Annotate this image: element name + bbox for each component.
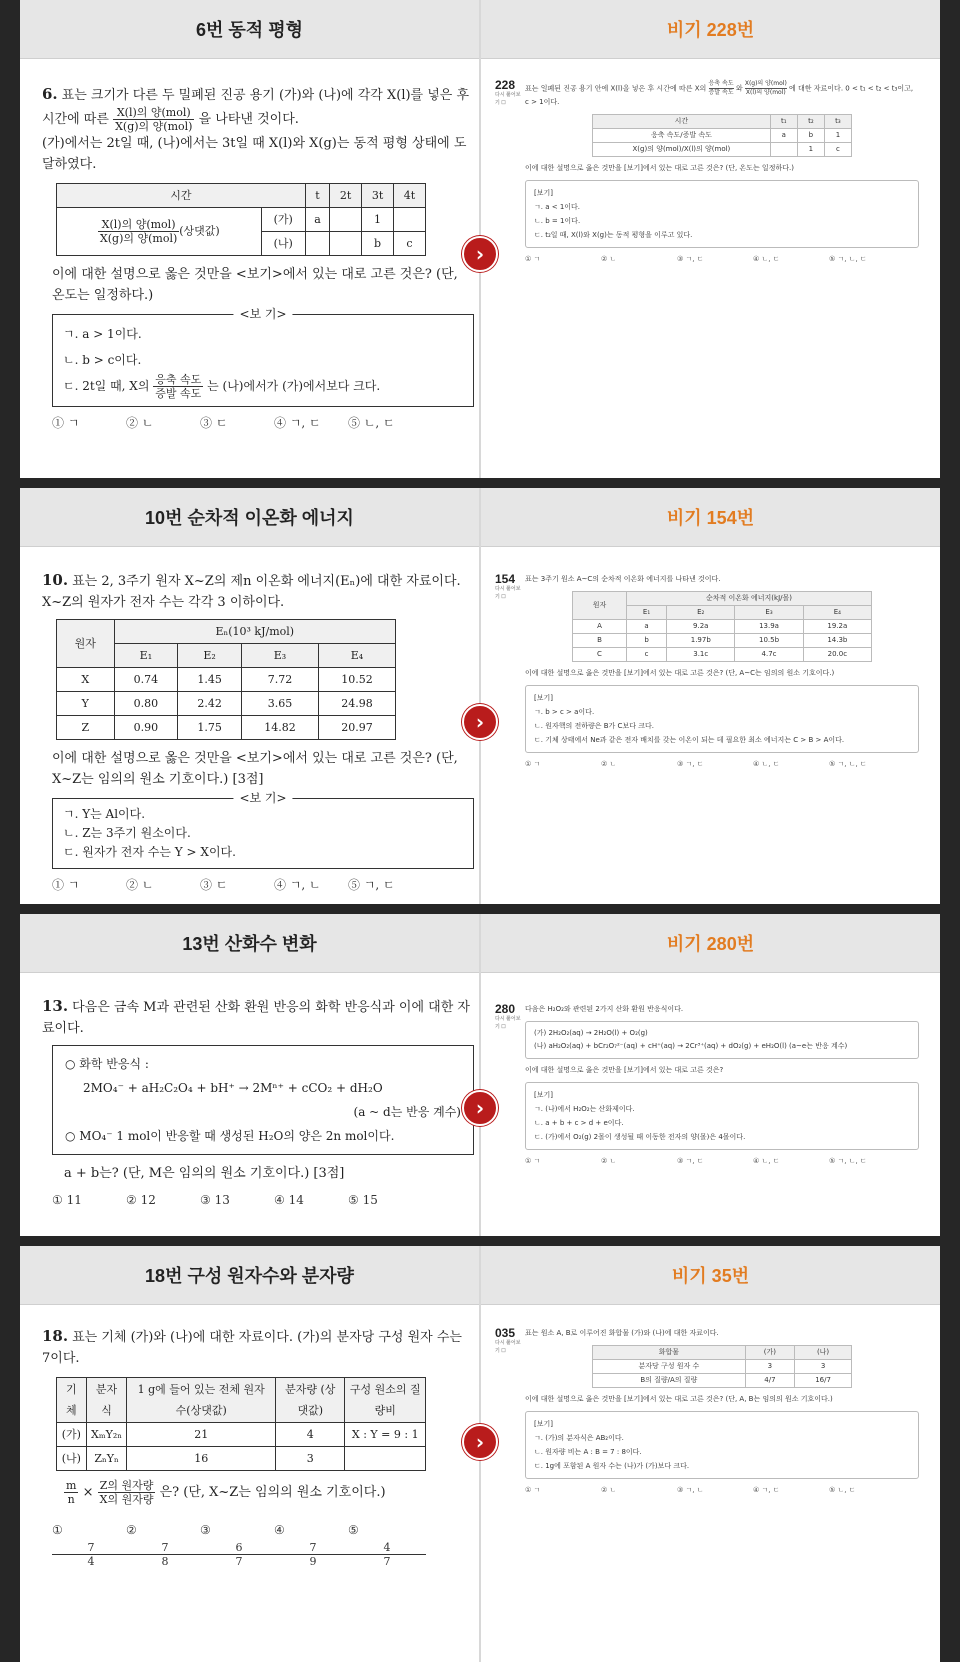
right-title: 비기 35번	[481, 1246, 940, 1305]
ref-bogi-box: [보기] ㄱ. (가)의 분자식은 AB₂이다. ㄴ. 원자량 비는 A : B = 7 : 8이다. ㄷ. 1g에 포함된 A 원자 수는 (나)가 (가)보다 크다.	[525, 1411, 919, 1479]
fraction: $\frac{\text{X(l)의 양(mol)}}{\text{X(g)의 양(mol)}}$	[115, 106, 193, 133]
answer-choices: ① $\frac{7}{4}$ ② $\frac{7}{8}$ ③ $\frac{6}{7}$ ④ $\frac{7}{9}$ ⑤ $\frac{4}{7}$	[52, 1520, 474, 1568]
left-title: 10번 순차적 이온화 에너지	[20, 488, 479, 547]
left-title: 13번 산화수 변화	[20, 914, 479, 973]
bogi-box: <보 기> ㄱ. a > 1이다. ㄴ. b > c이다. ㄷ. 2t일 때, X의 $\frac{\text{응축 속도}}{\text{증발 속도}}$ 는 (나)에서가 (가)에서보다 크다.	[52, 314, 474, 407]
ref-table: 시간 t₁ t₂ t₃ 응축 속도/증발 속도 a b 1 X(g)의 양(mol)/X(l)의 양(mol) 1 c	[592, 114, 852, 157]
arrow-right-icon[interactable]: ›	[462, 236, 498, 272]
ref-answer-choices: ① ㄱ ② ㄴ ③ ㄱ, ㄷ ④ ㄴ, ㄷ ⑤ ㄱ, ㄴ, ㄷ	[525, 255, 867, 263]
exam-question: 18. 표는 기체 (가)와 (나)에 대한 자료이다. (가)의 분자당 구성 원자 수는 7이다. 기체 분자식 1 g에 들어 있는 전체 원자 수(상댓값) 분자량 (상댓값) 구성 원소의 질량비 (가) XₘY₂ₙ 21 4 X : Y = 9 : 1 (나) ZₙYₙ 16 3 $\frac{m}{n}$ × $\frac{\text{Z의 원자량}}{\text{X의 원자량}}$ 은? (단, X~Z는 임의의 원소 기호이다.) ① $\frac{7}{4}$ ② $\frac{7}{8}$ ③ $\frac{6}{7}$ ④ $\frac{7}{9}$ ⑤ $\frac{4}{7}$	[42, 1326, 474, 1568]
data-table: 기체 분자식 1 g에 들어 있는 전체 원자 수(상댓값) 분자량 (상댓값) 구성 원소의 질량비 (가) XₘY₂ₙ 21 4 X : Y = 9 : 1 (나) ZₙYₙ 16 3	[56, 1377, 426, 1471]
ref-bogi-box: [보기] ㄱ. b > c > a이다. ㄴ. 원자핵의 전하량은 B가 C보다 크다. ㄷ. 기체 상태에서 Ne과 같은 전자 배치를 갖는 이온이 되는 데 필요한 최소 에너지는 C > B > A이다.	[525, 685, 919, 753]
comparison-panel-3	[20, 914, 940, 1236]
comparison-panel-2	[20, 488, 940, 904]
divider	[479, 488, 481, 904]
left-title: 6번 동적 평형	[20, 0, 479, 59]
exam-question: 6. 표는 크기가 다른 두 밀폐된 진공 용기 (가)와 (나)에 각각 X(l)를 넣은 후 시간에 따른 $\frac{\text{X(l)의 양(mol)}}{\text{X(g)의 양(mol)}}$ 을 나타낸 것이다. (가)에서는 2t일 때, (나)에서는 3t일 때 X(l)와 X(g)는 동적 평형 상태에 도달하였다. 시간 t 2t 3t 4t $\frac{\text{X(l)의 양(mol)}}{\text{X(g)의 양(mol)}}$ (상댓값) (가) a 1 (나) b c 이에 대한 설명으로 옳은 것만을 <보기>에서 있는 대로 고른 것은? (단, 온도는 일정하다.) <보 기> ㄱ. a > 1이다. ㄴ. b > c이다. ㄷ. 2t일 때, X의 $\frac{\text{응축 속도}}{\text{증발 속도}}$ 는 (나)에서가 (가)에서보다 크다. ① ㄱ ② ㄴ ③ ㄷ ④ ㄱ, ㄷ ⑤ ㄴ, ㄷ	[42, 84, 474, 434]
formula-line: $\frac{m}{n}$ × $\frac{\text{Z의 원자량}}{\text{X의 원자량}}$ 은? (단, X~Z는 임의의 원소 기호이다.)	[66, 1479, 386, 1506]
question-number: 6.	[42, 85, 58, 103]
answer-choices: ① 11 ② 12 ③ 13 ④ 14 ⑤ 15	[52, 1193, 378, 1207]
data-table: 원자 Eₙ(10³ kJ/mol) E₁ E₂ E₃ E₄ X 0.74 1.45 7.72 10.52 Y 0.80 2.42 3.65 24.98 Z 0.90 1.75 14.82 20.97	[56, 619, 396, 740]
exam-question: 13. 다음은 금속 M과 관련된 산화 환원 반응의 화학 반응식과 이에 대한 자료이다. ○ 화학 반응식 : 2MO₄⁻ + aH₂C₂O₄ + bH⁺ → 2Mⁿ⁺ + cCO₂ + dH₂O (a ~ d는 반응 계수) ○ MO₄⁻ 1 mol이 반응할 때 생성된 H₂O의 양은 2n mol이다. a + b는? (단, M은 임의의 원소 기호이다.) [3점] ① 11 ② 12 ③ 13 ④ 14 ⑤ 15	[42, 996, 474, 1211]
answer-choices: ① ㄱ ② ㄴ ③ ㄷ ④ ㄱ, ㄴ ⑤ ㄱ, ㄷ	[52, 878, 395, 892]
comparison-panel-4	[20, 1246, 940, 1662]
arrow-right-icon[interactable]: ›	[462, 1424, 498, 1460]
right-title: 비기 228번	[481, 0, 940, 59]
data-table: 시간 t 2t 3t 4t $\frac{\text{X(l)의 양(mol)}}{\text{X(g)의 양(mol)}}$ (상댓값) (가) a 1 (나) b c	[56, 183, 426, 256]
reference-question: 228 다시 풀어보기 ☐ 표는 일폐된 진공 용기 안에 X(l)을 넣은 후 시간에 따른 X의 응축 속도 증발 속도 와 X(g)의 양(mol) X(l)의 양(mol) 에 대한 자료이다. 0 < t₁ < t₂ < t₃이고, c > 1이다. 시간 t₁ t₂ t₃ 응축 속도/증발 속도 a b 1 X(g)의 양(mol)/X(l)의 양(mol) 1 c 이에 대한 설명으로 옳은 것만을 [보기]에서 있는 대로 고른 것은? (단, 온도는 일정하다.) [보기] ㄱ. a < 1이다. ㄴ. b = 1이다. ㄷ. t₂일 때, X(l)와 X(g)는 동적 평형을 이루고 있다. ① ㄱ ② ㄴ ③ ㄱ, ㄷ ④ ㄴ, ㄷ ⑤ ㄱ, ㄴ, ㄷ	[495, 80, 925, 265]
bogi-box: <보 기> ㄱ. Y는 Al이다. ㄴ. Z는 3주기 원소이다. ㄷ. 원자가 전자 수는 Y > X이다.	[52, 798, 474, 869]
equation-box: ○ 화학 반응식 : 2MO₄⁻ + aH₂C₂O₄ + bH⁺ → 2Mⁿ⁺ + cCO₂ + dH₂O (a ~ d는 반응 계수) ○ MO₄⁻ 1 mol이 반응할 때 생성된 H₂O의 양은 2n mol이다.	[52, 1045, 474, 1155]
reference-question: 154 다시 풀어보기 ☐ 표는 3주기 원소 A~C의 순차적 이온화 에너지를 나타낸 것이다. 원자 순차적 이온화 에너지(kJ/몰) E₁ E₂ E₃ E₄ A a 9.2a 13.9a 19.2a B b 1.97b 10.5b 14.3b C c 3.1c 4.7c 20.0c 이에 대한 설명으로 옳은 것만을 [보기]에서 있는 대로 고른 것은? (단, A~C는 임의의 원소 기호이다.) [보기] ㄱ. b > c > a이다. ㄴ. 원자핵의 전하량은 B가 C보다 크다. ㄷ. 기체 상태에서 Ne과 같은 전자 배치를 갖는 이온이 되는 데 필요한 최소 에너지는 C > B > A이다. ① ㄱ ② ㄴ ③ ㄱ, ㄷ ④ ㄴ, ㄷ ⑤ ㄱ, ㄴ, ㄷ	[495, 574, 925, 770]
reference-question: 280 다시 풀어보기 ☐ 다음은 H₂O₂와 관련된 2가지 산화 환원 반응식이다. (가) 2H₂O₂(aq) → 2H₂O(l) + O₂(g) (나) aH₂O₂(aq) + bCr₂O₇²⁻(aq) + cH⁺(aq) → 2Cr³⁺(aq) + dO₂(g) + eH₂O(l) (a~e는 반응 계수) 이에 대한 설명으로 옳은 것만을 [보기]에서 있는 대로 고른 것은? [보기] ㄱ. (나)에서 H₂O₂는 산화제이다. ㄴ. a + b + c > d + e이다. ㄷ. (가)에서 O₂(g) 2몰이 생성될 때 이동한 전자의 양(몰)은 4몰이다. ① ㄱ ② ㄴ ③ ㄱ, ㄷ ④ ㄴ, ㄷ ⑤ ㄱ, ㄴ, ㄷ	[495, 1004, 925, 1167]
left-title: 18번 구성 원자수와 분자량	[20, 1246, 479, 1305]
ref-table: 원자 순차적 이온화 에너지(kJ/몰) E₁ E₂ E₃ E₄ A a 9.2a 13.9a 19.2a B b 1.97b 10.5b 14.3b C c 3.1c 4.7c 20.0c	[572, 591, 872, 662]
ref-bogi-box: [보기] ㄱ. a < 1이다. ㄴ. b = 1이다. ㄷ. t₂일 때, X(l)와 X(g)는 동적 평형을 이루고 있다.	[525, 180, 919, 248]
right-title: 비기 154번	[481, 488, 940, 547]
comparison-panel-1	[20, 0, 940, 478]
ref-answer-choices: ① ㄱ ② ㄴ ③ ㄱ, ㄷ ④ ㄴ, ㄷ ⑤ ㄱ, ㄴ, ㄷ	[525, 1157, 867, 1165]
ref-bogi-box: [보기] ㄱ. (나)에서 H₂O₂는 산화제이다. ㄴ. a + b + c > d + e이다. ㄷ. (가)에서 O₂(g) 2몰이 생성될 때 이동한 전자의 양(몰)은 4몰이다.	[525, 1082, 919, 1150]
arrow-right-icon[interactable]: ›	[462, 1090, 498, 1126]
ref-equation-box: (가) 2H₂O₂(aq) → 2H₂O(l) + O₂(g) (나) aH₂O₂(aq) + bCr₂O₇²⁻(aq) + cH⁺(aq) → 2Cr³⁺(aq) + dO₂(g) + eH₂O(l) (a~e는 반응 계수)	[525, 1021, 919, 1059]
answer-choices: ① ㄱ ② ㄴ ③ ㄷ ④ ㄱ, ㄷ ⑤ ㄴ, ㄷ	[52, 416, 395, 430]
question-text: (가)에서는 2t일 때, (나)에서는 3t일 때 X(l)와 X(g)는 동적 평형 상태에 도달하였다.	[42, 136, 467, 172]
question-prompt: 이에 대한 설명으로 옳은 것만을 <보기>에서 있는 대로 고른 것은? (단, 온도는 일정하다.)	[52, 267, 458, 303]
ref-table: 화합물 (가) (나) 분자당 구성 원자 수 3 3 B의 질량/A의 질량 4/7 16/7	[592, 1345, 852, 1388]
ref-answer-choices: ① ㄱ ② ㄴ ③ ㄱ, ㄴ ④ ㄱ, ㄷ ⑤ ㄴ, ㄷ	[525, 1486, 856, 1494]
arrow-right-icon[interactable]: ›	[462, 704, 498, 740]
right-title: 비기 280번	[481, 914, 940, 973]
ref-answer-choices: ① ㄱ ② ㄴ ③ ㄱ, ㄷ ④ ㄴ, ㄷ ⑤ ㄱ, ㄴ, ㄷ	[525, 760, 867, 768]
reference-question: 035 다시 풀어보기 ☐ 표는 원소 A, B로 이루어진 화합물 (가)와 (나)에 대한 자료이다. 화합물 (가) (나) 분자당 구성 원자 수 3 3 B의 질량/A의 질량 4/7 16/7 이에 대한 설명으로 옳은 것만을 [보기]에서 있는 대로 고른 것은? (단, A, B는 임의의 원소 기호이다.) [보기] ㄱ. (가)의 분자식은 AB₂이다. ㄴ. 원자량 비는 A : B = 7 : 8이다. ㄷ. 1g에 포함된 A 원자 수는 (나)가 (가)보다 크다. ① ㄱ ② ㄴ ③ ㄱ, ㄴ ④ ㄱ, ㄷ ⑤ ㄴ, ㄷ	[495, 1328, 925, 1496]
divider	[479, 914, 481, 1236]
exam-question: 10. 표는 2, 3주기 원자 X~Z의 제n 이온화 에너지(Eₙ)에 대한 자료이다. X~Z의 원자가 전자 수는 각각 3 이하이다. 원자 Eₙ(10³ kJ/mol) E₁ E₂ E₃ E₄ X 0.74 1.45 7.72 10.52 Y 0.80 2.42 3.65 24.98 Z 0.90 1.75 14.82 20.97 이에 대한 설명으로 옳은 것만을 <보기>에서 있는 대로 고른 것은? (단, X~Z는 임의의 원소 기호이다.) [3점] <보 기> ㄱ. Y는 Al이다. ㄴ. Z는 3주기 원소이다. ㄷ. 원자가 전자 수는 Y > X이다. ① ㄱ ② ㄴ ③ ㄷ ④ ㄱ, ㄴ ⑤ ㄱ, ㄷ	[42, 570, 474, 896]
